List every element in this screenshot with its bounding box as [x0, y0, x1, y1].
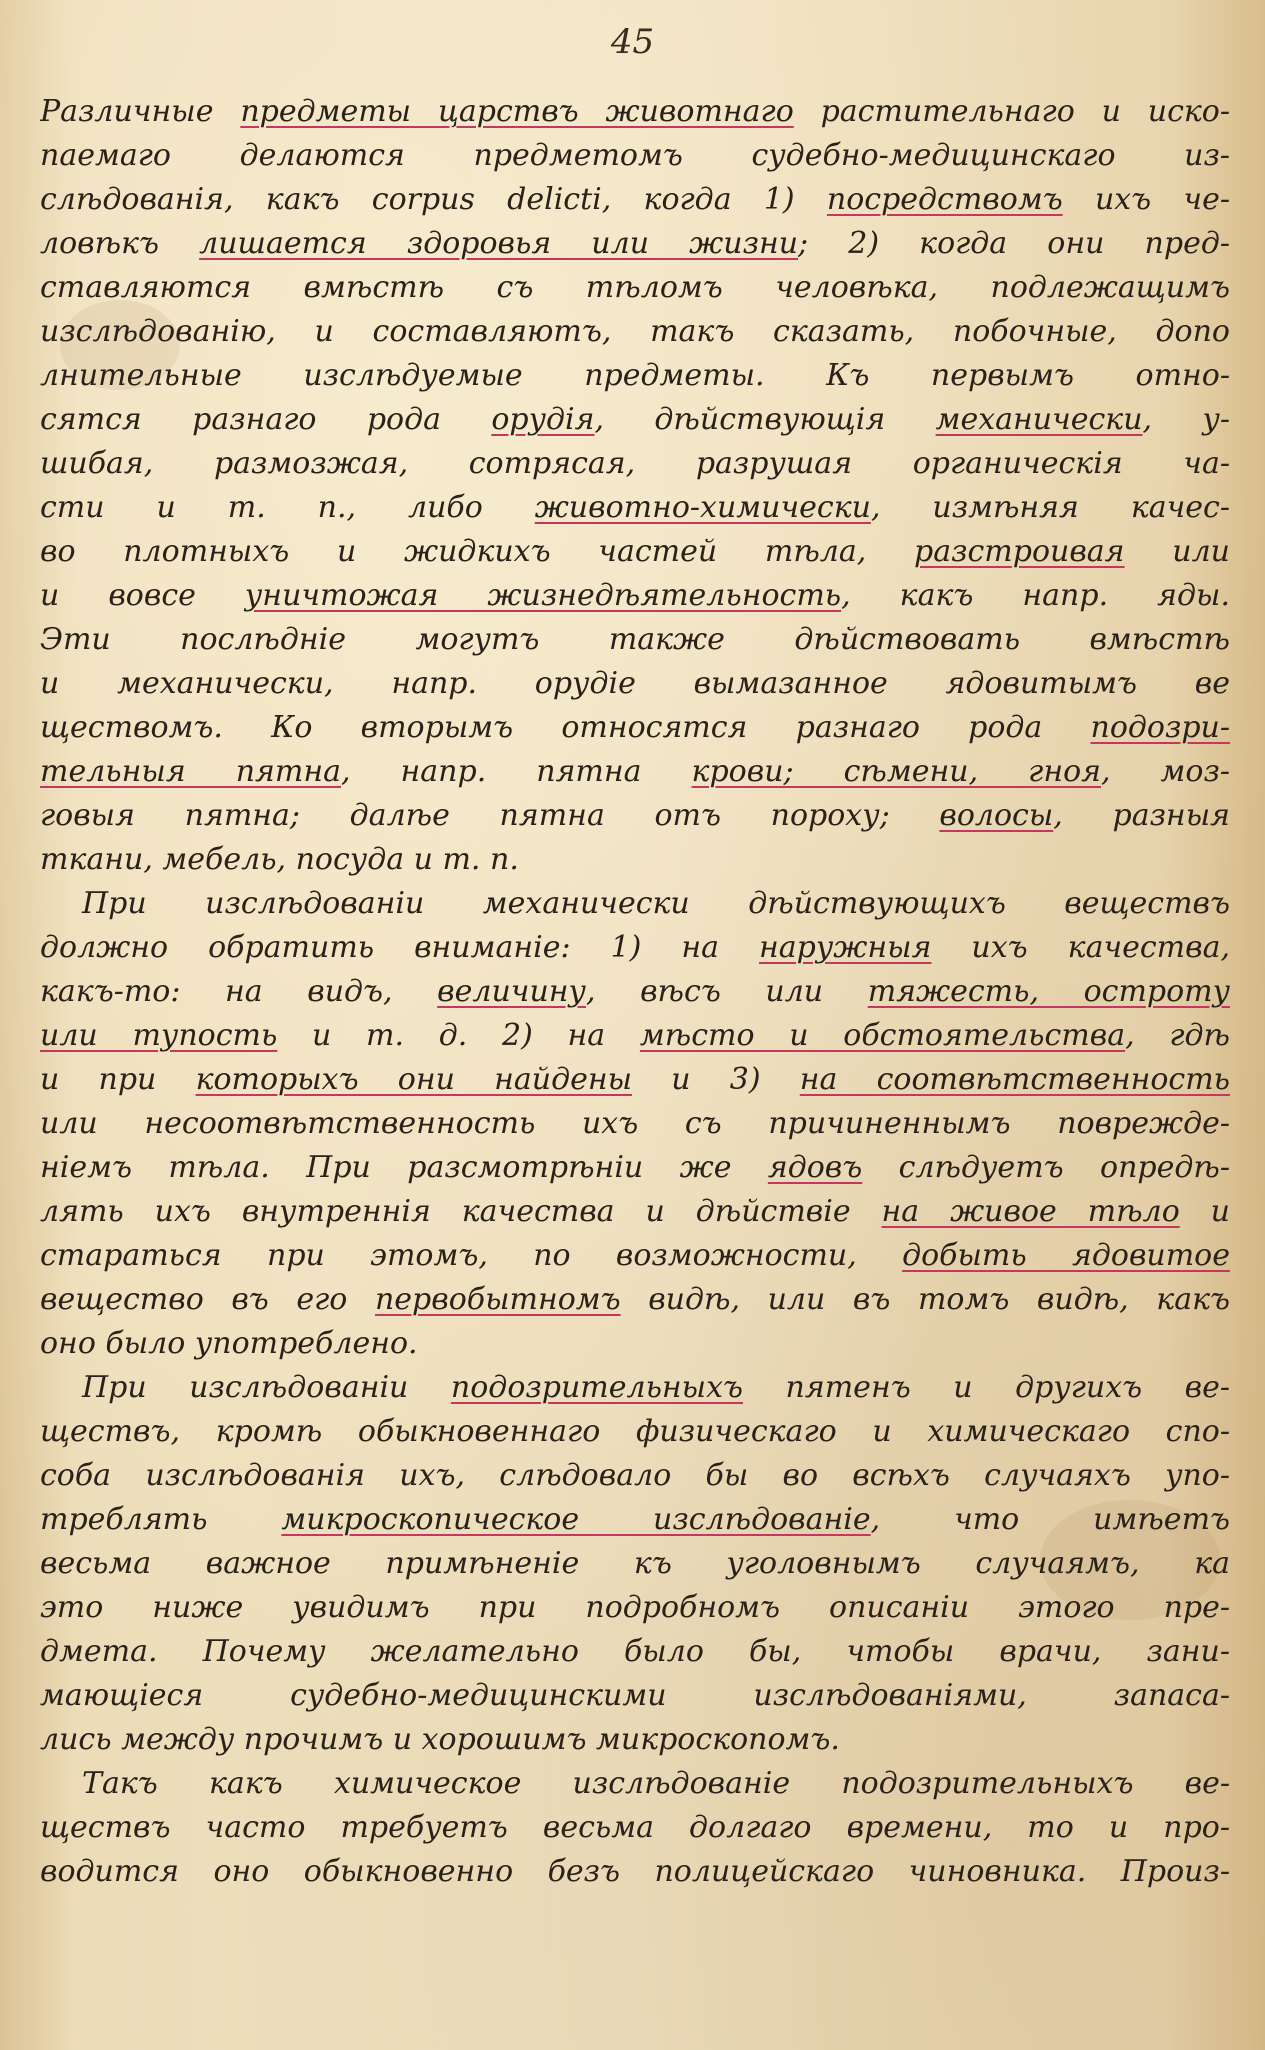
- text-segment: или несоотвѣтственность ихъ съ причиненнымъ поврежде-: [40, 1106, 1230, 1141]
- text-line: [40, 222, 1230, 266]
- text-segment: лнительные изслѣдуемые предметы. Къ первымъ отно-: [40, 358, 1230, 393]
- text-line: [40, 90, 1230, 134]
- text-line: [40, 750, 1230, 794]
- text-segment: во плотныхъ и жидкихъ частей тѣла,: [40, 534, 915, 569]
- underlined-text: наружныя: [759, 930, 932, 965]
- text-segment: стараться при этомъ, по возможности,: [40, 1238, 903, 1273]
- text-line: [40, 1850, 1230, 1894]
- text-segment: это ниже увидимъ при подробномъ описаніи этого пре-: [40, 1590, 1230, 1625]
- underlined-text: на соотвѣтственность: [799, 1062, 1230, 1097]
- text-segment: треблять: [40, 1502, 282, 1537]
- underlined-text: животно-химически: [534, 490, 871, 525]
- underlined-text: предметы царствъ животнаго: [240, 94, 794, 129]
- text-segment: , у-: [1142, 402, 1230, 437]
- underlined-text: орудія: [491, 402, 595, 437]
- underlined-text: ядовъ: [767, 1150, 863, 1185]
- text-segment: ихъ качества,: [931, 930, 1230, 965]
- text-line: [40, 1630, 1230, 1674]
- text-segment: и при: [40, 1062, 196, 1097]
- underlined-text: подозрительныхъ: [450, 1370, 744, 1405]
- text-line: [40, 574, 1230, 618]
- text-segment: , какъ напр. яды.: [841, 578, 1230, 613]
- text-segment: мающіеся судебно-медицинскими изслѣдованіями, запаса-: [40, 1678, 1230, 1713]
- text-line: [40, 266, 1230, 310]
- text-segment: изслѣдованію, и составляютъ, такъ сказать, побочные, допо: [40, 314, 1230, 349]
- text-line: [40, 706, 1230, 750]
- underlined-text: посредствомъ: [826, 182, 1063, 217]
- text-segment: сти и т. п., либо: [40, 490, 535, 525]
- underlined-text: механически: [935, 402, 1143, 437]
- text-segment: пятенъ и другихъ ве-: [743, 1370, 1230, 1405]
- text-line: [40, 1366, 1230, 1410]
- underlined-text: крови; сѣмени, гноя: [691, 754, 1101, 789]
- underlined-text: разстроивая: [914, 534, 1125, 569]
- text-segment: весьма важное примѣненіе къ уголовнымъ случаямъ, ка: [40, 1546, 1230, 1581]
- text-segment: Такъ какъ химическое изслѣдованіе подозрительныхъ ве-: [82, 1766, 1230, 1801]
- text-segment: и механически, напр. орудіе вымазанное ядовитымъ ве: [40, 666, 1230, 701]
- underlined-text: величину: [437, 974, 586, 1009]
- text-line: [40, 1322, 1230, 1366]
- text-line: [40, 882, 1230, 926]
- text-line: [40, 1014, 1230, 1058]
- text-segment: Различные: [40, 94, 241, 129]
- text-segment: ихъ че-: [1062, 182, 1230, 217]
- text-segment: растительнаго и иско-: [793, 94, 1230, 129]
- text-segment: , моз-: [1101, 754, 1230, 789]
- underlined-text: подозри-: [1090, 710, 1230, 745]
- text-segment: , гдѣ: [1125, 1018, 1230, 1053]
- text-segment: и 3): [632, 1062, 800, 1097]
- page-number: 45: [610, 22, 655, 62]
- underlined-text: тельныя пятна: [40, 754, 341, 789]
- text-segment: ществъ, кромѣ обыкновеннаго физическаго и химическаго спо-: [40, 1414, 1230, 1449]
- text-segment: сятся разнаго рода: [40, 402, 492, 437]
- text-segment: и: [1179, 1194, 1230, 1229]
- text-segment: ткани, мебель, посуда и т. п.: [40, 842, 519, 877]
- text-line: [40, 1058, 1230, 1102]
- text-segment: говыя пятна; далѣе пятна отъ пороху;: [40, 798, 940, 833]
- text-line: [40, 178, 1230, 222]
- underlined-text: на живое тѣло: [881, 1194, 1180, 1229]
- text-segment: водится оно обыкновенно безъ полицейскаго чиновника. Произ-: [40, 1854, 1230, 1889]
- text-segment: видѣ, или въ томъ видѣ, какъ: [620, 1282, 1230, 1317]
- text-segment: При изслѣдованіи: [82, 1370, 451, 1405]
- underlined-text: добыть ядовитое: [902, 1238, 1230, 1273]
- text-line: [40, 398, 1230, 442]
- text-segment: слѣдуетъ опредѣ-: [862, 1150, 1230, 1185]
- text-line: [40, 1146, 1230, 1190]
- text-line: [40, 1806, 1230, 1850]
- text-line: [40, 1410, 1230, 1454]
- underlined-text: мѣсто и обстоятельства: [639, 1018, 1126, 1053]
- text-line: [40, 662, 1230, 706]
- text-segment: соба изслѣдованія ихъ, слѣдовало бы во всѣхъ случаяхъ упо-: [40, 1458, 1230, 1493]
- text-segment: ніемъ тѣла. При разсмотрѣніи же: [40, 1150, 768, 1185]
- text-segment: какъ-то: на видъ,: [40, 974, 438, 1009]
- text-line: [40, 1762, 1230, 1806]
- text-segment: слѣдованія, какъ corpus delicti, когда 1): [40, 182, 827, 217]
- text-line: [40, 1190, 1230, 1234]
- text-line: [40, 1586, 1230, 1630]
- text-segment: или: [1124, 534, 1230, 569]
- text-segment: паемаго делаются предметомъ судебно-медицинскаго из-: [40, 138, 1230, 173]
- text-segment: лись между прочимъ и хорошимъ микроскопомъ.: [40, 1722, 840, 1757]
- text-segment: лять ихъ внутреннія качества и дѣйствіе: [40, 1194, 882, 1229]
- text-segment: , что имѣетъ: [870, 1502, 1230, 1537]
- text-segment: , напр. пятна: [340, 754, 692, 789]
- underlined-text: тяжесть, остроту: [867, 974, 1230, 1009]
- text-line: [40, 794, 1230, 838]
- text-segment: ществомъ. Ко вторымъ относятся разнаго рода: [40, 710, 1091, 745]
- text-segment: вещество въ его: [40, 1282, 375, 1317]
- text-line: [40, 1674, 1230, 1718]
- text-segment: , разныя: [1053, 798, 1230, 833]
- text-segment: оно было употреблено.: [40, 1326, 418, 1361]
- text-line: [40, 486, 1230, 530]
- text-segment: дмета. Почему желательно было бы, чтобы врачи, зани-: [40, 1634, 1230, 1669]
- underlined-text: которыхъ они найдены: [195, 1062, 633, 1097]
- underlined-text: первобытномъ: [374, 1282, 621, 1317]
- underlined-text: лишается здоровья или жизни: [199, 226, 799, 261]
- text-segment: и т. д. 2) на: [277, 1018, 640, 1053]
- text-segment: Эти послѣдніе могутъ также дѣйствовать вмѣстѣ: [40, 622, 1230, 657]
- text-segment: ществъ часто требуетъ весьма долгаго времени, то и про-: [40, 1810, 1230, 1845]
- text-line: [40, 926, 1230, 970]
- text-line: [40, 1454, 1230, 1498]
- text-line: [40, 1498, 1230, 1542]
- text-line: [40, 838, 1230, 882]
- text-segment: ставляются вмѣстѣ съ тѣломъ человѣка, подлежащимъ: [40, 270, 1230, 305]
- underlined-text: уничтожая жизнедѣятельность: [244, 578, 842, 613]
- text-line: [40, 1542, 1230, 1586]
- text-segment: должно обратить вниманіе: 1) на: [40, 930, 760, 965]
- text-segment: ловѣкъ: [40, 226, 200, 261]
- text-segment: , дѣйствующія: [594, 402, 936, 437]
- underlined-text: микроскопическое изслѣдованіе: [281, 1502, 871, 1537]
- underlined-text: или тупость: [40, 1018, 278, 1053]
- text-segment: , измѣняя качес-: [870, 490, 1230, 525]
- text-segment: шибая, размозжая, сотрясая, разрушая органическія ча-: [40, 446, 1230, 481]
- text-line: [40, 310, 1230, 354]
- text-line: [40, 618, 1230, 662]
- underlined-text: волосы: [939, 798, 1054, 833]
- text-line: [40, 1718, 1230, 1762]
- text-line: [40, 970, 1230, 1014]
- text-line: [40, 1278, 1230, 1322]
- text-segment: и вовсе: [40, 578, 245, 613]
- text-line: [40, 354, 1230, 398]
- handwritten-text: [40, 90, 1230, 1894]
- text-segment: , вѣсъ или: [585, 974, 868, 1009]
- text-line: [40, 530, 1230, 574]
- text-line: [40, 134, 1230, 178]
- text-segment: При изслѣдованіи механически дѣйствующихъ веществъ: [82, 886, 1230, 921]
- text-line: [40, 442, 1230, 486]
- text-segment: ; 2) когда они пред-: [798, 226, 1230, 261]
- text-line: [40, 1234, 1230, 1278]
- text-line: [40, 1102, 1230, 1146]
